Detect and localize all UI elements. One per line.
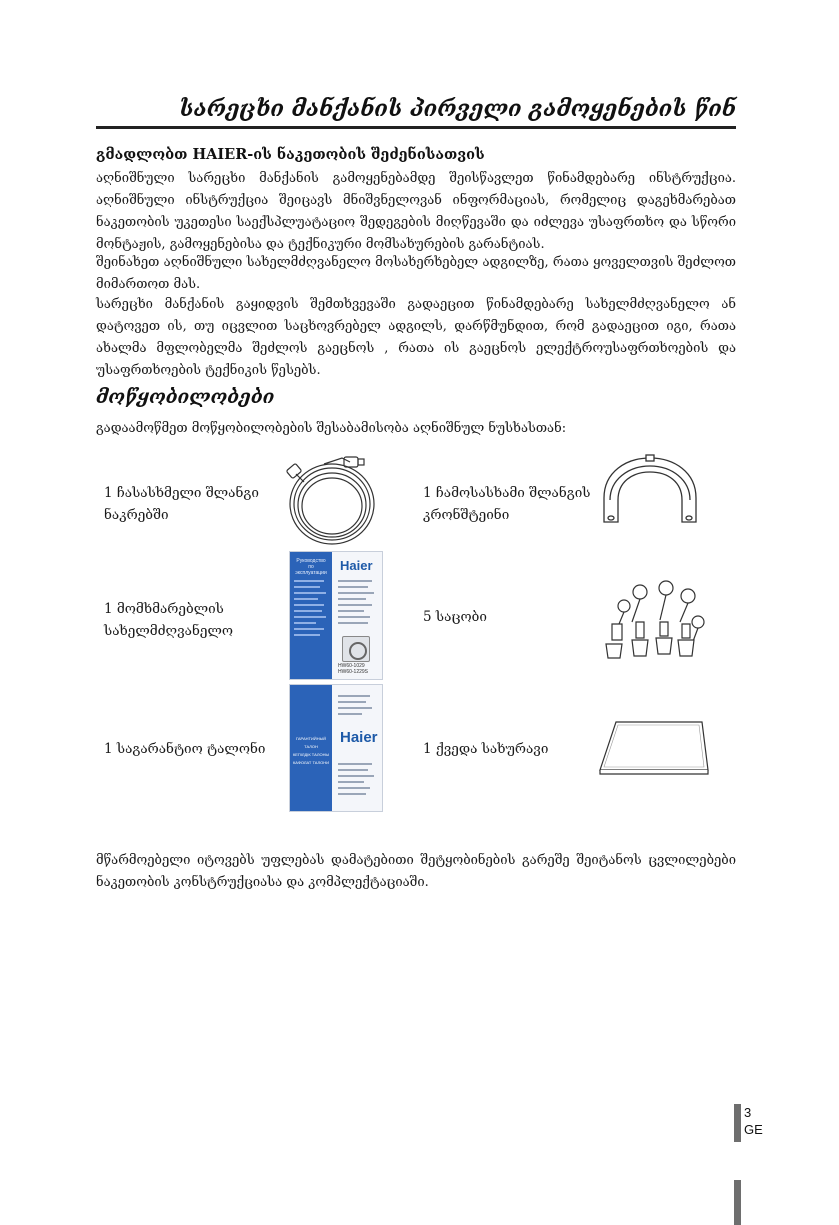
manufacturer-note: მწარმოებელი იტოვებს უფლებას დამატებითი შეტყობინების გარეშე შეიტანოს ცვლილებები ნაკეთობის კონსტრუქციასა და კომპლექტაციაში. — [96, 853, 736, 890]
manual-model-2: HW60-1229S — [338, 669, 369, 675]
intro-paragraph-3: სარეცხი მანქანის გაყიდვის შემთხვევაში გადაეცით წინამდებარე სახელმძღვანელო ან დატოვეთ ის, თუ იცვლით საცხოვრებელ ადგილს, დარწმუნდით, რომ გადაეცით იგი, რათა ახალმა მფლობელმა შეძლოს გაეცნოს , რათა ის გაეცნოს ელექტროუსაფრთხოების და უსაფრთხოების ტექნიკის წესებს. — [96, 297, 736, 378]
accessory-label-line: 5 საცობი — [423, 609, 487, 625]
washer-illustration — [342, 636, 370, 662]
accessory-label-line: 1 ჩამოსასხამი შლანგის — [423, 485, 591, 501]
accessory-label-line: 1 მომხმარებლის — [104, 601, 224, 617]
accessories-subheading: გადაამოწმეთ მოწყობილობების შესაბამისობა აღნიშნულ ნუსხასთან: — [96, 421, 567, 436]
accessory-label-line: 1 საგარანტიო ტალონი — [104, 741, 266, 757]
warranty-title-2: КЕПІЛДІК ТАЛОНЫ — [292, 752, 330, 757]
manual-cover-lines — [294, 576, 328, 640]
accessory-label-line: კრონშტეინი — [423, 507, 510, 523]
warranty-cover-text — [292, 735, 330, 767]
intro-paragraph-2: შეინახეთ აღნიშნული სახელმძღვანელო მოსახერხებელ ადგილზე, რათა ყოველთვის შეძლოთ მიმართოთ მას. — [96, 255, 736, 292]
warranty-brand-logo: Haier — [340, 729, 378, 746]
manual-text-lines — [338, 576, 378, 628]
warranty-title-3: КАФОЛАТ ТАЛОНИ — [292, 760, 330, 765]
plugs-icon — [602, 578, 710, 664]
warranty-text-lines-bottom — [338, 759, 378, 799]
accessory-label-warranty — [104, 738, 265, 760]
warranty-title-1: ГАРАНТИЙНЫЙ ТАЛОН — [295, 736, 327, 749]
accessory-label-line: 1 ჩასასხმელი შლანგი — [104, 485, 259, 501]
accessory-label-line: ნაკრებში — [104, 507, 169, 523]
accessories-heading: მოწყობილობები — [96, 386, 275, 408]
page-number: 3 — [744, 1105, 752, 1120]
accessory-label-hose — [104, 482, 259, 526]
accessory-label-line: სახელმძღვანელო — [104, 623, 233, 639]
page-title: სარეცხი მანქანის პირველი გამოყენების წინ — [179, 96, 736, 122]
warranty-text-lines-top — [338, 691, 378, 719]
accessory-label-plugs — [423, 606, 487, 628]
bracket-icon — [596, 454, 704, 528]
accessory-label-cover — [423, 738, 548, 760]
language-code: GE — [744, 1122, 763, 1137]
manual-icon — [289, 551, 383, 680]
title-divider — [96, 126, 736, 129]
page-number-block — [744, 1104, 784, 1138]
manual-model-1: HW60-1029 — [338, 663, 365, 669]
intro-paragraph-1: აღნიშნული სარეცხი მანქანის გამოყენებამდე შეისწავლეთ წინამდებარე ინსტრუქცია. აღნიშნული ინსტრუქცია შეიცავს მნიშვნელოვან ინფორმაციას, რომელიც დაგეხმარებათ ნაკეთობის უკეთესი საექსპლუატაციო შედეგების მიღწევაში და იძლევა უსაფრთხო და სწორი მონტაჟის, გამოყენებისა და ტექნიკური მომსახურების გარანტიას. — [96, 171, 736, 252]
warranty-card-icon — [289, 684, 383, 812]
bottom-cover-icon — [594, 716, 712, 778]
manual-brand-logo: Haier — [340, 558, 373, 573]
accessory-label-line: 1 ქვედა სახურავი — [423, 741, 549, 757]
intro-heading: გმადლობთ HAIER-ის ნაკეთობის შეძენისათვის — [96, 146, 485, 163]
accessory-label-bracket — [423, 482, 590, 526]
manual-cover-title: Руководство по эксплуатации — [295, 558, 327, 576]
hose-icon — [284, 452, 382, 550]
side-tab-lower — [734, 1180, 741, 1225]
accessory-label-manual — [104, 598, 233, 642]
side-tab-upper — [734, 1104, 741, 1142]
